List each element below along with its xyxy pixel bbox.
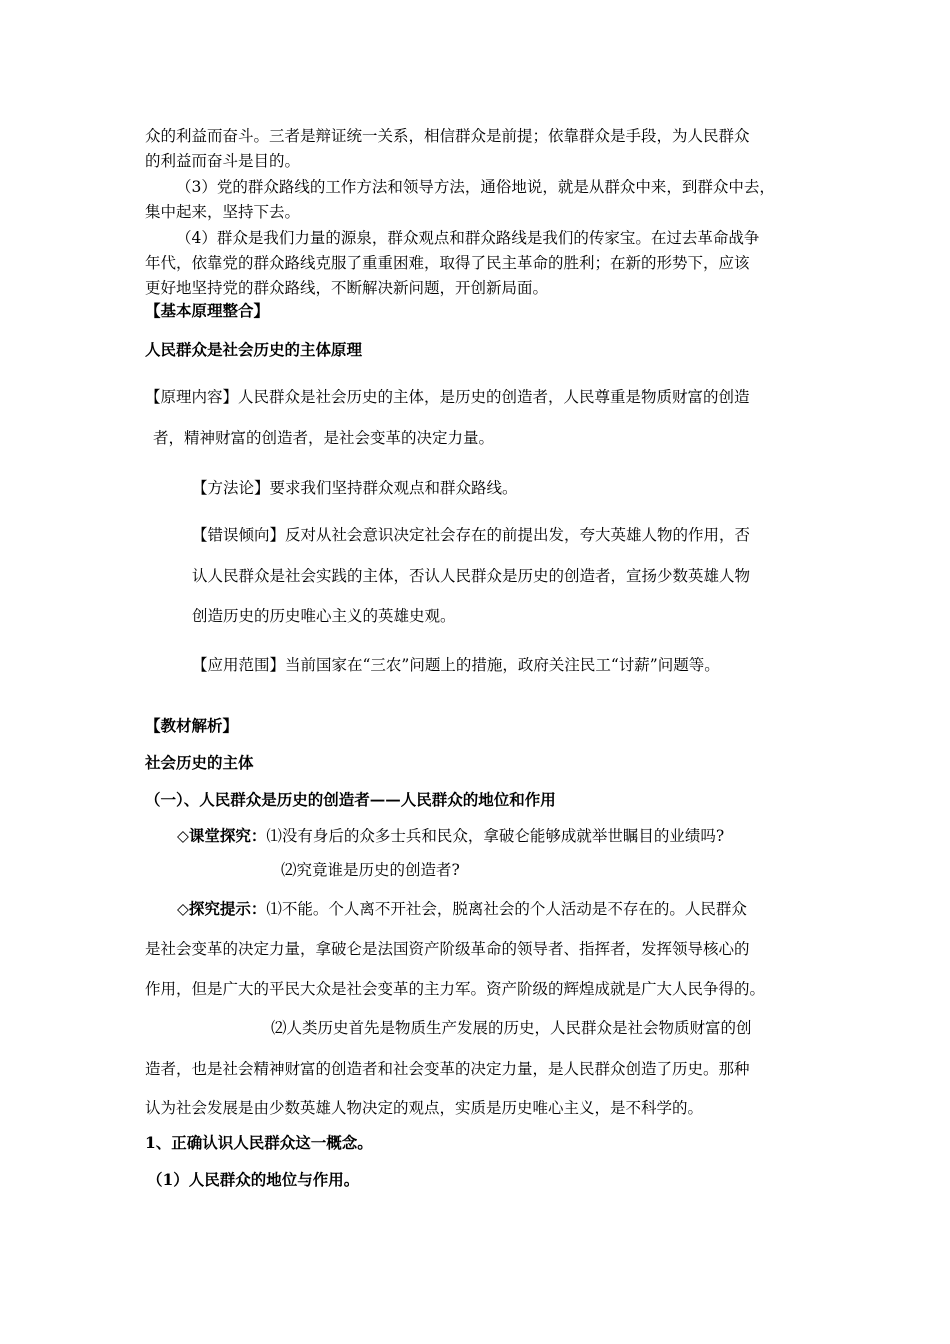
hint-text-1: ⑴不能。个人离不开社会，脱离社会的个人活动是不存在的。人民群众 — [266, 900, 747, 918]
para3-line-1: （3）党的群众路线的工作方法和领导方法，通俗地说，就是从群众中来，到群众中去， — [176, 178, 775, 196]
methodology: 【方法论】要求我们坚持群众观点和群众路线。 — [192, 479, 518, 497]
intro-line-2: 的利益而奋斗是目的。 — [145, 152, 301, 170]
error-tendency-line-2: 认人民群众是社会实践的主体，否认人民群众是历史的创造者，宣扬少数英雄人物 — [192, 567, 751, 585]
hint-line-6: 认为社会发展是由少数英雄人物决定的观点，实质是历史唯心主义，是不科学的。 — [145, 1099, 704, 1117]
intro-line-1: 众的利益而奋斗。三者是辩证统一关系，相信群众是前提；依靠群众是手段，为人民群众 — [145, 127, 750, 145]
error-tendency-line-3: 创造历史的历史唯心主义的英雄史观。 — [192, 607, 456, 625]
hint-line-5: 造者，也是社会精神财富的创造者和社会变革的决定力量，是人民群众创造了历史。那种 — [145, 1060, 750, 1078]
hint-line-1 — [177, 899, 747, 919]
para4-line-1: （4）群众是我们力量的源泉，群众观点和群众路线是我们的传家宝。在过去革命战争 — [176, 229, 760, 247]
hint-line-2: 是社会变革的决定力量，拿破仑是法国资产阶级革命的领导者、指挥者，发挥领导核心的 — [145, 940, 750, 958]
classroom-question-1 — [177, 826, 724, 846]
classroom-label: ◇课堂探究： — [177, 826, 267, 845]
point1-subtitle: （1）人民群众的地位与作用。 — [147, 1170, 360, 1189]
classroom-q1: ⑴没有身后的众多士兵和民众，拿破仑能够成就举世瞩目的业绩吗? — [266, 827, 725, 845]
hint-label: ◇探究提示： — [177, 899, 267, 918]
para4-line-3: 更好地坚持党的群众路线，不断解决新问题，开创新局面。 — [145, 279, 549, 297]
section-basic-heading: 【基本原理整合】 — [145, 301, 270, 320]
classroom-question-2: ⑵究竟谁是历史的创造者? — [281, 861, 460, 879]
point1-title: 1、正确认识人民群众这一概念。 — [145, 1133, 373, 1152]
part1-title: （一）、人民群众是历史的创造者——人民群众的地位和作用 — [145, 790, 556, 809]
para4-line-2: 年代，依靠党的群众路线克服了重重困难，取得了民主革命的胜利；在新的形势下，应该 — [145, 254, 750, 272]
hint-line-3: 作用，但是广大的平民大众是社会变革的主力军。资产阶级的辉煌成就是广大人民争得的。 — [145, 980, 766, 998]
application-scope: 【应用范围】当前国家在“三农”问题上的措施，政府关注民工“讨薪”问题等。 — [192, 656, 720, 674]
para3-line-2: 集中起来，坚持下去。 — [145, 203, 301, 221]
section-textbook-heading: 【教材解析】 — [145, 716, 239, 735]
principle-content-line-1: 【原理内容】人民群众是社会历史的主体，是历史的创造者，人民尊重是物质财富的创造 — [145, 388, 750, 406]
hint-line-4: ⑵人类历史首先是物质生产发展的历史，人民群众是社会物质财富的创 — [271, 1019, 752, 1037]
subject-title: 社会历史的主体 — [145, 753, 254, 772]
principle-title: 人民群众是社会历史的主体原理 — [145, 340, 363, 359]
principle-content-line-2: 者，精神财富的创造者，是社会变革的决定力量。 — [153, 429, 495, 447]
error-tendency-line-1: 【错误倾向】反对从社会意识决定社会存在的前提出发，夸大英雄人物的作用，否 — [192, 526, 751, 544]
